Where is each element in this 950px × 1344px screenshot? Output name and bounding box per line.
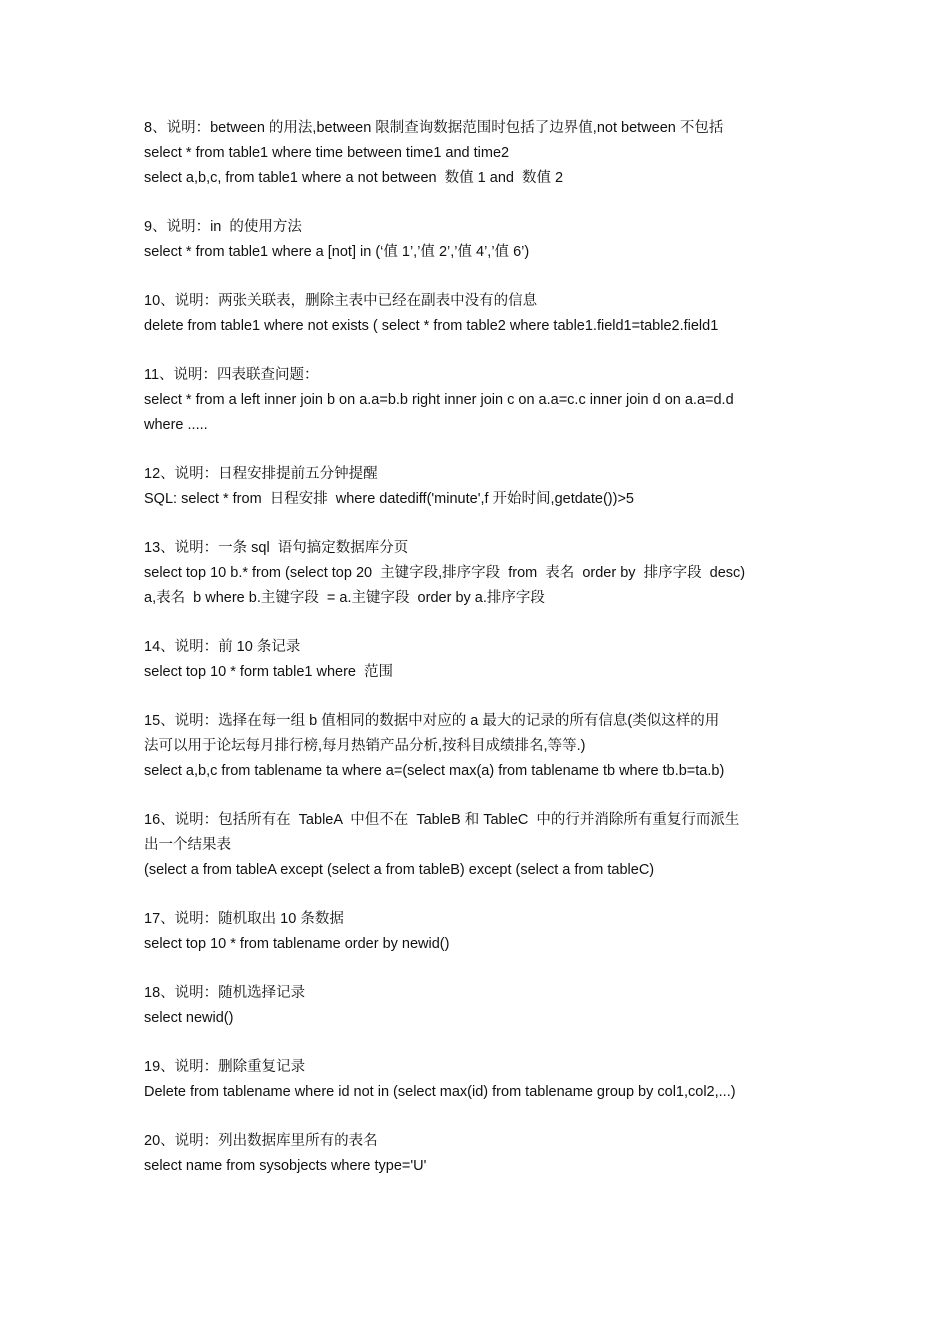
section-9 xyxy=(144,215,812,265)
sql-line: select name from sysobjects where type='U' xyxy=(144,1158,427,1174)
sql-line: select a,b,c from tablename ta where a=(select max(a) from tablename tb where tb.b=ta.b) xyxy=(144,763,725,779)
section-heading: 8、说明：between 的用法,between 限制查询数据范围时包括了边界值,not between 不包括 xyxy=(144,120,724,136)
section-10 xyxy=(144,289,812,339)
section-13 xyxy=(144,536,812,611)
sql-line: Delete from tablename where id not in (select max(id) from tablename group by col1,col2,...) xyxy=(144,1084,736,1100)
section-20 xyxy=(144,1129,812,1179)
sql-line: a,表名 b where b.主键字段 = a.主键字段 order by a.排序字段 xyxy=(144,590,545,606)
section-16 xyxy=(144,808,812,883)
section-17 xyxy=(144,907,812,957)
document-page xyxy=(144,116,812,1203)
section-heading: 13、说明：一条 sql 语句搞定数据库分页 xyxy=(144,540,409,556)
section-heading: 17、说明：随机取出 10 条数据 xyxy=(144,911,344,927)
section-heading: 16、说明：包括所有在 TableA 中但不在 TableB 和 TableC 中的行并消除所有重复行而派生 xyxy=(144,812,740,828)
section-heading: 12、说明：日程安排提前五分钟提醒 xyxy=(144,466,378,482)
sql-line: select a,b,c, from table1 where a not between 数值 1 and 数值 2 xyxy=(144,170,564,186)
section-15 xyxy=(144,709,812,784)
sql-line: select top 10 b.* from (select top 20 主键字段,排序字段 from 表名 order by 排序字段 desc) xyxy=(144,565,746,581)
section-heading: 15、说明：选择在每一组 b 值相同的数据中对应的 a 最大的记录的所有信息(类似这样的用 xyxy=(144,713,720,729)
sql-line: select top 10 * from tablename order by newid() xyxy=(144,936,450,952)
section-heading: 10、说明：两张关联表，删除主表中已经在副表中没有的信息 xyxy=(144,293,538,309)
section-19 xyxy=(144,1055,812,1105)
section-heading: 11、说明：四表联查问题： xyxy=(144,367,319,383)
section-heading-continued: 法可以用于论坛每月排行榜,每月热销产品分析,按科目成绩排名,等等.) xyxy=(144,738,586,754)
sql-line: select newid() xyxy=(144,1010,234,1026)
section-heading: 18、说明：随机选择记录 xyxy=(144,985,306,1001)
section-heading: 20、说明：列出数据库里所有的表名 xyxy=(144,1133,378,1149)
section-11 xyxy=(144,363,812,438)
sql-line: select * from table1 where a [not] in (‘值 1’,’值 2’,’值 4’,’值 6’) xyxy=(144,244,530,260)
section-8 xyxy=(144,116,812,191)
sql-line: (select a from tableA except (select a from tableB) except (select a from tableC) xyxy=(144,862,655,878)
sql-line: where ..... xyxy=(144,417,208,433)
section-heading: 14、说明：前 10 条记录 xyxy=(144,639,301,655)
section-12 xyxy=(144,462,812,512)
section-heading: 19、说明：删除重复记录 xyxy=(144,1059,306,1075)
sql-line: select * from table1 where time between time1 and time2 xyxy=(144,145,510,161)
section-18 xyxy=(144,981,812,1031)
sql-line: SQL: select * from 日程安排 where datediff('minute',f 开始时间,getdate())>5 xyxy=(144,491,634,507)
section-14 xyxy=(144,635,812,685)
sql-line: select top 10 * form table1 where 范围 xyxy=(144,664,394,680)
sql-line: delete from table1 where not exists ( select * from table2 where table1.field1=table2.field1 xyxy=(144,318,719,334)
section-heading: 9、说明：in 的使用方法 xyxy=(144,219,302,235)
sql-line: select * from a left inner join b on a.a=b.b right inner join c on a.a=c.c inner join d on a.a=d.d xyxy=(144,392,734,408)
section-heading-continued: 出一个结果表 xyxy=(144,837,231,853)
